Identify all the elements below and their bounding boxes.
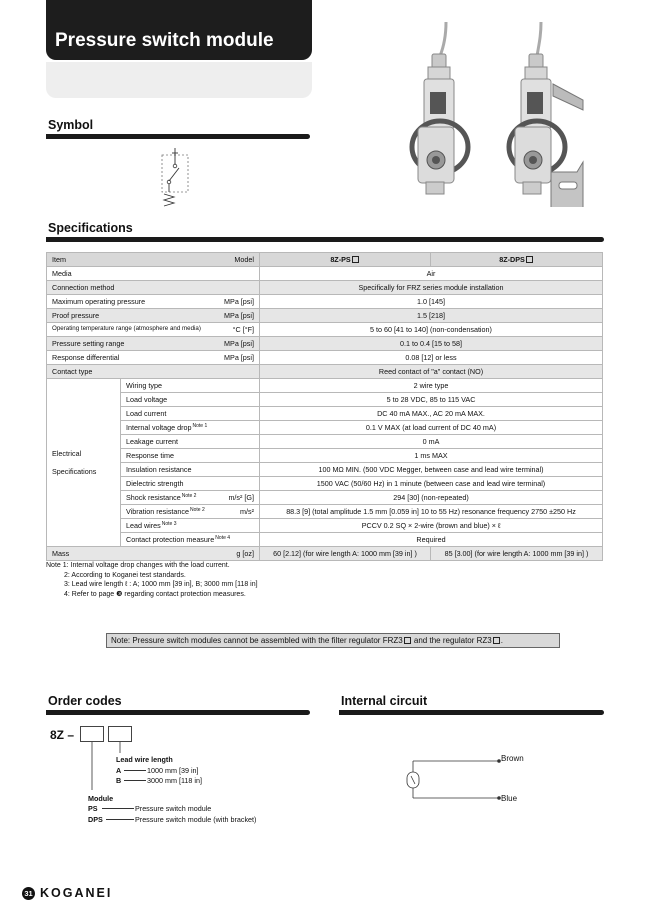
mass-value-ps: 60 [2.12] (for wire length A: 1000 mm [39 in] ): [260, 547, 431, 561]
row-item: Maximum operating pressure: [52, 297, 146, 306]
lead-wire-title: Lead wire length: [116, 755, 173, 764]
table-row: [47, 505, 603, 519]
row-note: Note 2: [190, 507, 205, 513]
product-photo-ps: [400, 22, 480, 197]
table-row: [47, 519, 603, 533]
item-header: Item: [52, 255, 66, 264]
table-row: [47, 533, 603, 547]
section-symbol: Symbol: [48, 118, 94, 132]
row-item: Operating temperature range (atmosphere and media): [52, 325, 201, 332]
row-unit: °C [°F]: [232, 325, 254, 334]
row-value: Air: [260, 267, 603, 281]
lead-code-a: A: [116, 766, 122, 775]
section-specifications: Specifications: [48, 221, 133, 235]
row-value: Required: [260, 533, 603, 547]
row-item: Internal voltage drop$^{Note 1}$: [126, 423, 208, 432]
row-note: Note 3: [161, 521, 177, 527]
table-row: [47, 477, 603, 491]
table-row: [47, 449, 603, 463]
model-dps: 8Z-DPS: [499, 255, 525, 264]
row-value: 0.08 [12] or less: [260, 351, 603, 365]
row-unit: MPa [psi]: [224, 297, 254, 306]
row-value: 1500 VAC (50/60 Hz) in 1 minute (between case and lead wire terminal): [260, 477, 603, 491]
product-photo-dps: [505, 22, 615, 207]
row-unit: m/s² [G]: [228, 493, 254, 502]
order-box-module: [80, 726, 104, 742]
table-row: [47, 435, 603, 449]
blank-box-icon: [526, 256, 533, 263]
notes: [46, 561, 258, 599]
footer-logo: [22, 886, 112, 900]
row-item: Proof pressure: [52, 311, 100, 320]
lead-leader-a: [124, 770, 146, 771]
internal-circuit-diagram: [395, 752, 505, 807]
row-value: 0 mA: [260, 435, 603, 449]
row-value: 5 to 60 [41 to 140] (non-condensation): [260, 323, 603, 337]
row-value: 294 [30] (non-repeated): [260, 491, 603, 505]
table-row: [47, 281, 603, 295]
table-header-row: [47, 253, 603, 267]
row-item: Contact protection measure$^{Note 4}$: [126, 535, 231, 544]
table-row: [47, 267, 603, 281]
row-unit: m/s²: [240, 507, 254, 516]
row-value: 0.1 V MAX (at load current of DC 40 mA): [260, 421, 603, 435]
module-code-dps: DPS: [88, 815, 103, 824]
module-title: Module: [88, 794, 114, 803]
table-row: [47, 365, 603, 379]
row-value: 1.0 [145]: [260, 295, 603, 309]
mass-value-dps: 85 [3.00] (for wire length A: 1000 mm [39 in] ): [431, 547, 603, 561]
row-value: 0.1 to 0.4 [15 to 58]: [260, 337, 603, 351]
wire-label-blue: Blue: [501, 794, 518, 803]
internal-circuit-rule: [339, 710, 604, 715]
row-item: Mass: [52, 549, 70, 558]
table-row: [47, 491, 603, 505]
row-value: PCCV 0.2 SQ × 2-wire (brown and blue) × ℓ: [260, 519, 603, 533]
table-row: [47, 421, 603, 435]
order-box-lead-wire: [108, 726, 132, 742]
symbol-rule: [46, 134, 310, 139]
row-item: Insulation resistance: [126, 465, 192, 474]
row-note: Note 4: [215, 535, 231, 541]
table-row: [47, 309, 603, 323]
lead-leader-b: [124, 780, 146, 781]
blank-box-icon: [352, 256, 359, 263]
order-codes-rule: [46, 710, 310, 715]
table-row: [47, 379, 603, 393]
row-value: 88.3 [9] (total amplitude 1.5 mm [0.059 in] 10 to 55 Hz) resonance frequency 2750 ±250 Hz: [260, 505, 603, 519]
pressure-switch-symbol-icon: [150, 142, 200, 214]
brand-name: KOGANEI: [40, 886, 113, 900]
module-leader-ps: [102, 808, 134, 809]
row-item: Response differential: [52, 353, 120, 362]
page-title: Pressure switch module: [55, 30, 274, 51]
table-row: [47, 351, 603, 365]
module-value-dps: Pressure switch module (with bracket): [135, 815, 257, 824]
lead-code-b: B: [116, 776, 122, 785]
model-ps: 8Z-PS: [330, 255, 351, 264]
specifications-table: [46, 252, 603, 561]
section-order-codes: Order codes: [48, 694, 122, 708]
row-note: Note 2: [181, 493, 197, 499]
module-value-ps: Pressure switch module: [135, 804, 212, 813]
row-value: 5 to 28 VDC, 85 to 115 VAC: [260, 393, 603, 407]
module-code-ps: PS: [88, 804, 98, 813]
lead-value-b: 3000 mm [118 in]: [147, 776, 203, 785]
row-item: Load voltage: [126, 395, 168, 404]
page-number: 31: [22, 887, 35, 900]
module-leader-dps: [106, 819, 134, 820]
table-row: [47, 337, 603, 351]
blank-box-icon: [493, 637, 500, 644]
row-item: Shock resistance$^{Note 2}$: [126, 493, 197, 502]
row-value: 2 wire type: [260, 379, 603, 393]
section-internal-circuit: Internal circuit: [341, 694, 428, 708]
row-value: 100 MΩ MIN. (500 VDC Megger, between case and lead wire terminal): [260, 463, 603, 477]
note-2: 2: According to Koganei test standards.: [64, 571, 186, 579]
note-3: 3: Lead wire length ℓ : A; 1000 mm [39 in], B; 3000 mm [118 in]: [64, 581, 258, 589]
row-value: 1.5 [218]: [260, 309, 603, 323]
electrical-label: Electrical Specifications: [47, 379, 121, 547]
table-row: [47, 407, 603, 421]
row-value: Specifically for FRZ series module installation: [260, 281, 603, 295]
row-item: Dielectric strength: [126, 479, 184, 488]
blank-box-icon: [404, 637, 411, 644]
row-unit: MPa [psi]: [224, 311, 254, 320]
row-item: Vibration resistance$^{Note 2}$: [126, 507, 205, 516]
table-row: [47, 463, 603, 477]
row-unit: MPa [psi]: [224, 339, 254, 348]
wire-label-brown: Brown: [501, 754, 524, 763]
caution-note: Note: Pressure switch modules cannot be assembled with the filter regulator FRZ3 and the regulator RZ3 .: [106, 633, 560, 648]
table-row: [47, 323, 603, 337]
table-row: [47, 547, 603, 561]
row-item: Media: [52, 269, 72, 278]
row-item: Pressure setting range: [52, 339, 125, 348]
row-item: Leakage current: [126, 437, 178, 446]
row-item: Connection method: [52, 283, 115, 292]
row-item: Wiring type: [126, 381, 162, 390]
title-box: [46, 0, 312, 60]
specifications-rule: [46, 237, 604, 242]
note-4: 4: Refer to page ❸ regarding contact protection measures.: [64, 590, 246, 598]
order-prefix: 8Z –: [50, 728, 75, 742]
row-unit: g [oz]: [236, 549, 254, 558]
row-value: Reed contact of "a" contact (NO): [260, 365, 603, 379]
row-item: Contact type: [52, 367, 93, 376]
lead-value-a: 1000 mm [39 in]: [147, 766, 199, 775]
row-item: Response time: [126, 451, 174, 460]
row-note: Note 1: [192, 423, 208, 429]
table-row: [47, 295, 603, 309]
row-value: 1 ms MAX: [260, 449, 603, 463]
row-unit: MPa [psi]: [224, 353, 254, 362]
subtitle-bar: [46, 62, 312, 98]
model-header: Model: [234, 255, 254, 264]
note-1: Note 1: Internal voltage drop changes with the load current.: [46, 562, 230, 569]
row-item: Load current: [126, 409, 167, 418]
table-row: [47, 393, 603, 407]
row-item: Lead wires$^{Note 3}$: [126, 521, 177, 530]
row-value: DC 40 mA MAX., AC 20 mA MAX.: [260, 407, 603, 421]
